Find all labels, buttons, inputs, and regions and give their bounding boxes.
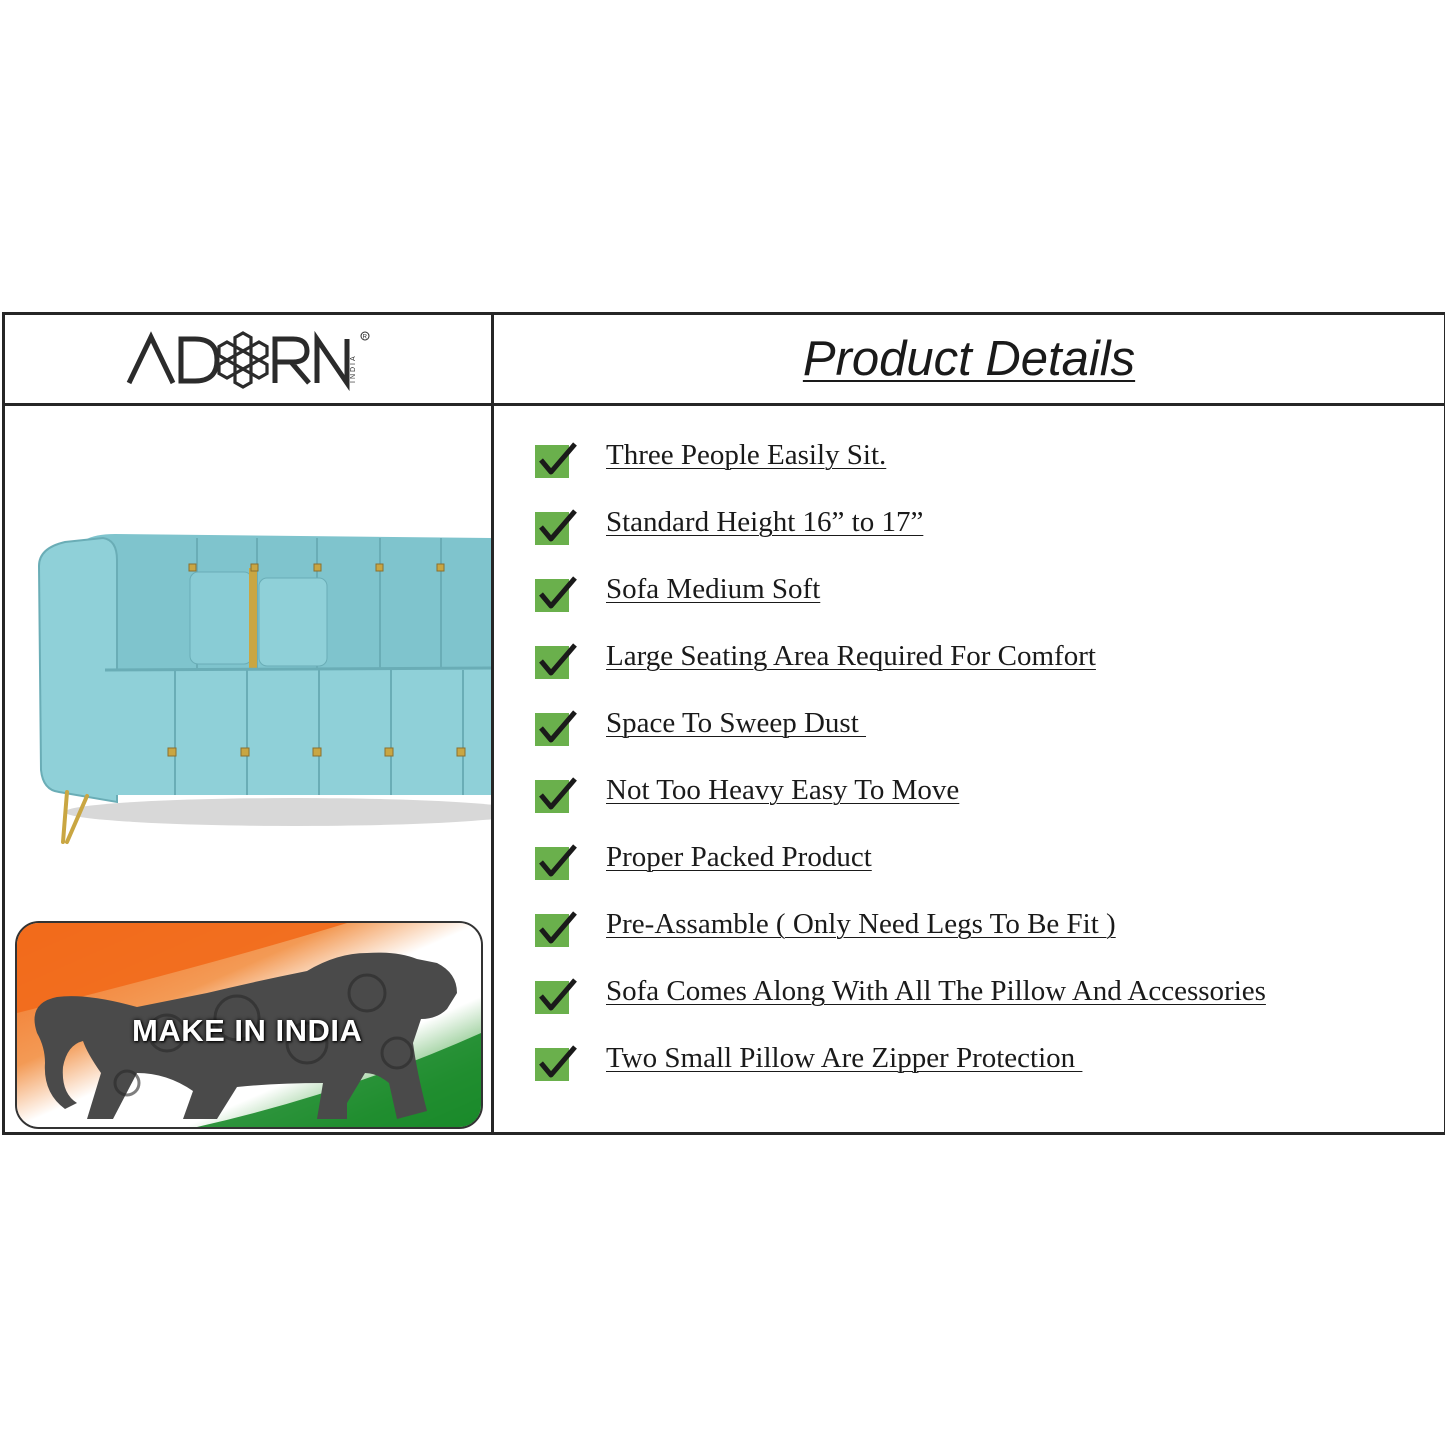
list-item xyxy=(533,637,1433,704)
header-divider xyxy=(5,403,1444,406)
svg-text:INDIA: INDIA xyxy=(350,354,357,383)
feature-text: Two Small Pillow Are Zipper Protection xyxy=(606,1042,1083,1074)
feature-text: Pre-Assamble ( Only Need Legs To Be Fit ) xyxy=(606,908,1116,940)
feature-text: Sofa Medium Soft xyxy=(606,573,821,605)
feature-text: Space To Sweep Dust xyxy=(606,707,867,739)
check-icon xyxy=(533,777,579,815)
list-item xyxy=(533,436,1433,503)
feature-text: Large Seating Area Required For Comfort xyxy=(606,640,1096,672)
check-icon xyxy=(533,844,579,882)
sofa-image xyxy=(25,520,491,850)
list-item xyxy=(533,905,1433,972)
check-icon xyxy=(533,576,579,614)
adorn-india-logo xyxy=(125,329,375,391)
feature-text: Standard Height 16” to 17” xyxy=(606,506,924,538)
check-icon xyxy=(533,643,579,681)
check-icon xyxy=(533,911,579,949)
feature-text: Sofa Comes Along With All The Pillow And Accessories xyxy=(606,975,1266,1007)
svg-text:R: R xyxy=(362,334,367,341)
check-icon xyxy=(533,978,579,1016)
list-item xyxy=(533,570,1433,637)
feature-text: Three People Easily Sit. xyxy=(606,439,887,471)
check-icon xyxy=(533,1045,579,1083)
column-divider xyxy=(491,315,494,1132)
list-item xyxy=(533,503,1433,570)
feature-text: Not Too Heavy Easy To Move xyxy=(606,774,960,806)
list-item xyxy=(533,972,1433,1039)
check-icon xyxy=(533,509,579,547)
list-item xyxy=(533,704,1433,771)
list-item xyxy=(533,771,1433,838)
check-icon xyxy=(533,710,579,748)
page-title: Product Details xyxy=(802,332,1136,386)
feature-list xyxy=(533,436,1433,1106)
check-icon xyxy=(533,442,579,480)
list-item xyxy=(533,1039,1433,1106)
list-item xyxy=(533,838,1433,905)
feature-text: Proper Packed Product xyxy=(606,841,872,873)
make-in-india-label: MAKE IN INDIA xyxy=(132,1013,363,1048)
make-in-india-badge xyxy=(15,921,483,1129)
product-details-card xyxy=(2,312,1445,1135)
